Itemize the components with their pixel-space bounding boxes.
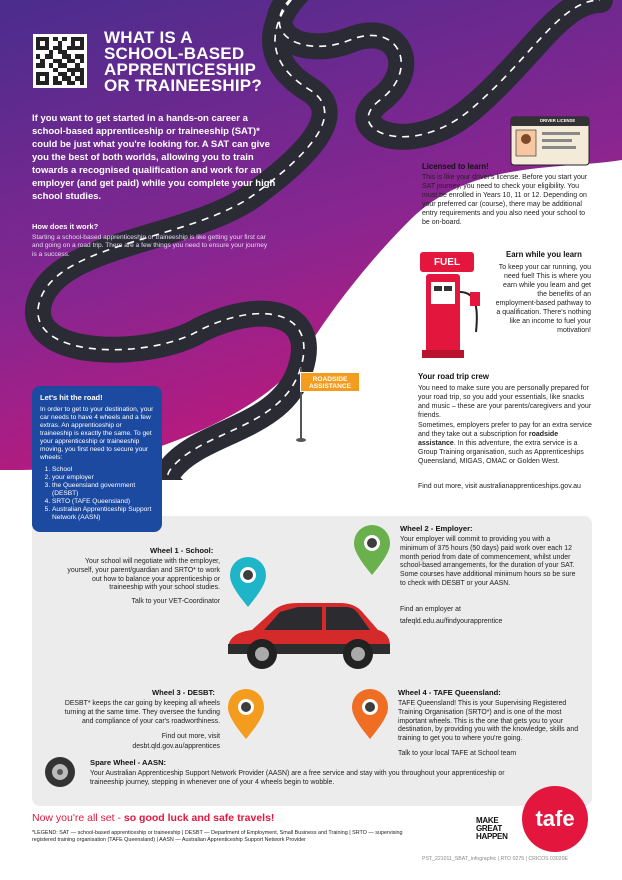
wheel1-heading: Wheel 1 - School: bbox=[150, 546, 214, 555]
fuel-text: To keep your car running, you need fuel! This is where you earn while you learn and get the benefits of an employment-based pathway to a qualification. There's nothing like an income to fuel your motivation! bbox=[495, 264, 591, 334]
road-box-heading: Let's hit the road! bbox=[40, 393, 103, 402]
closing-message bbox=[32, 812, 274, 824]
licence-card-label: DRIVER LICENSE bbox=[540, 118, 576, 123]
wheel3-text: DESBT* keeps the car going by keeping all wheels turning at the same time. They oversee the funding and compliance of your car's roadworthiness. bbox=[64, 700, 220, 725]
list-item: 2. your employer bbox=[52, 474, 154, 482]
orange-pin-icon bbox=[350, 688, 390, 740]
licence-heading: Licensed to learn! bbox=[422, 162, 489, 171]
title-line: WHAT IS A bbox=[104, 28, 193, 47]
wheel4-text: TAFE Queensland! This is your Supervising Registered Training Organisation (SRTO*) and is one of the most important wheels. This is the one that gets you to your destination, by providing you with the knowledge, skills and training to get you to where you're going. bbox=[398, 700, 579, 743]
wheel4-talk: Talk to your local TAFE at School team bbox=[398, 750, 517, 757]
make-great-happen-logo: MAKE GREAT HAPPEN bbox=[476, 816, 508, 841]
crew-text-2 bbox=[418, 421, 593, 466]
closing-bold: so good luck and safe travels! bbox=[123, 812, 275, 824]
licence-card-icon bbox=[510, 116, 590, 166]
wheel3-find: Find out more, visit bbox=[161, 733, 220, 740]
crew-heading: Your road trip crew bbox=[418, 372, 489, 381]
title-line: SCHOOL-BASED bbox=[104, 44, 245, 63]
spare-heading: Spare Wheel - AASN: bbox=[90, 758, 167, 767]
list-item: 4. SRTO (TAFE Queensland) bbox=[52, 498, 154, 506]
orange-pin-icon bbox=[226, 688, 266, 740]
title-line: OR TRAINEESHIP? bbox=[104, 76, 262, 95]
crew-text-2-bold: roadside assistance bbox=[418, 431, 559, 447]
road-box-text: In order to get to your destination, your car needs to have 4 wheels and a few extras. An apprenticeship or traineeship is exactly the same. To get your apprenticeship or traineeship moving, you first need to secure your wheels: bbox=[40, 406, 154, 461]
page-title bbox=[104, 30, 284, 94]
teal-pin-icon bbox=[228, 556, 268, 608]
qr-code[interactable] bbox=[33, 34, 87, 88]
tafe-logo: tafe bbox=[522, 786, 588, 852]
licence-text: This is like your driver's license. Before you start your SAT journey, you need to check your eligibility. You must be enrolled in Years 10, 11 or 12. Depending on your preferred car (course), there may be additional entry requirements and you also need your school to be on-board. bbox=[422, 174, 588, 226]
list-item: 5. Australian Apprenticeship Support Network (AASN) bbox=[52, 506, 154, 522]
wheel2-text: Your employer will commit to providing you with a minimum of 375 hours (50 days) paid work over each 12 month period from date of commencement, whilst under school-based arrangements, for the duration of your SAT. Some courses have additional minimum hours so be sure to check with DESBT or your AASN. bbox=[400, 536, 576, 587]
qr-pattern bbox=[36, 37, 84, 85]
list-item: 1. School bbox=[52, 466, 154, 474]
wheel2-find: Find an employer at bbox=[400, 606, 461, 613]
how-text: Starting a school-based apprenticeship or traineeship is like getting your first car and going on a road trip. There are a few things you need to ensure your journey is a success. bbox=[32, 234, 268, 258]
wheel2-link[interactable]: tafeqld.edu.au/findyourapprentice bbox=[400, 618, 503, 625]
spare-text: Your Australian Apprenticeship Support Network Provider (AASN) are a free service and stay with you throughout your apprenticeship or traineeship journey, stepping in whenever one of your 4 wheels begin to wobble. bbox=[90, 770, 505, 786]
fuel-heading: Earn while you learn bbox=[506, 250, 582, 259]
roadside-sign: ROADSIDE ASSISTANCE bbox=[300, 372, 360, 392]
wheel2-heading: Wheel 2 - Employer: bbox=[400, 524, 473, 533]
fuel-sign: FUEL bbox=[420, 252, 474, 272]
crew-text-3: Find out more, visit australianapprenticeships.gov.au bbox=[418, 483, 581, 490]
wheel1-talk: Talk to your VET-Coordinator bbox=[131, 598, 220, 605]
footer-code: PST_221011_SBAT_infographic | RTO 0275 | CRICOS 03020E bbox=[422, 856, 568, 862]
wheel-list bbox=[40, 466, 154, 522]
wheel1-text: Your school will negotiate with the employer, yourself, your parent/guardian and SRTO* to work out how to balance your apprenticeship or traineeship with your school studies. bbox=[67, 558, 220, 592]
closing-pre: Now you're all set - bbox=[32, 812, 124, 824]
road-box bbox=[32, 386, 162, 532]
wheel4-heading: Wheel 4 - TAFE Queensland: bbox=[398, 688, 501, 697]
crew-text-2-post: . In this adventure, the extra service is a Group Training organisation, such as Apprenticeships Queensland, MIGAS, OMAC or Golden West. bbox=[418, 440, 584, 465]
legend-text: *LEGEND: SAT — school-based apprenticeship or traineeship | DESBT — Department of Employment, Small Business and Training | SRTO — supervising registered training organisation (TAFE Queensland) | AASN — Australian Apprenticeship Support Network Provider bbox=[32, 830, 403, 843]
wheel3-link[interactable]: desbt.qld.gov.au/apprentices bbox=[132, 743, 220, 750]
crew-text-1: You need to make sure you are personally prepared for your road trip, so you add your essentials, like snacks and music – these are your parents/caregivers and your friends. bbox=[418, 385, 592, 419]
title-line: APPRENTICESHIP bbox=[104, 60, 257, 79]
spare-tyre-icon bbox=[44, 756, 76, 788]
list-item: 3. the Queensland government (DESBT) bbox=[52, 482, 154, 498]
wheel3-heading: Wheel 3 - DESBT: bbox=[152, 688, 215, 697]
green-pin-icon bbox=[352, 524, 392, 576]
crew-text-2-pre: Sometimes, employers prefer to pay for an extra service and they take out a subscription for bbox=[418, 422, 592, 438]
how-heading: How does it work? bbox=[32, 222, 99, 231]
intro-text: If you want to get started in a hands-on career a school-based apprenticeship or traineeship (SAT)* could be just what you're looking for. A SAT can give you the best of both worlds, allowing you to train towards a recognised qualification and work for an employer (and get paid) while you complete your high school studies. bbox=[32, 113, 276, 202]
